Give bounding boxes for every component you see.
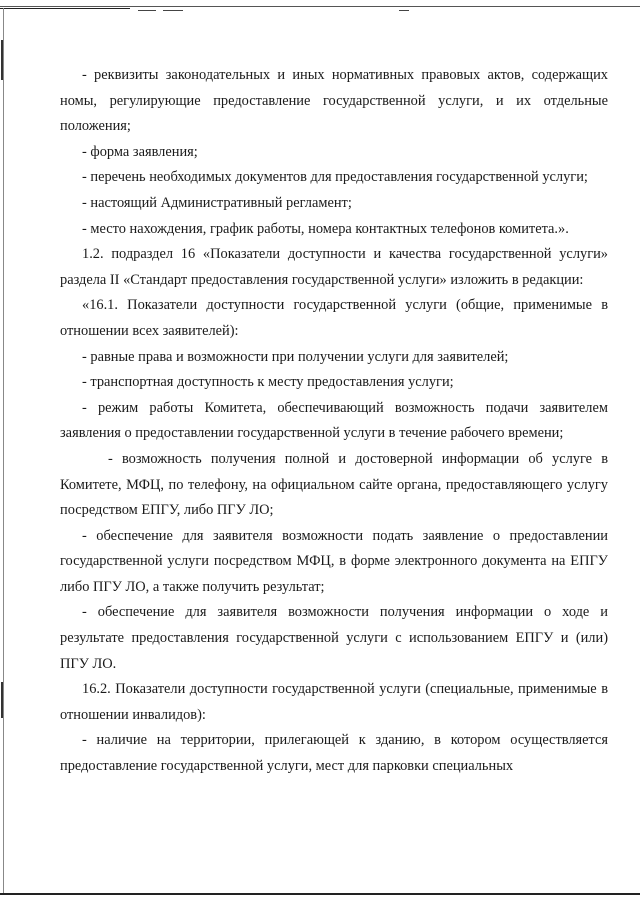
paragraph-section-1-2: 1.2. подраздел 16 «Показатели доступности и качества государственной услуги» раздела II «Стандарт предоставления государственной услуги» изложить в редакции: [60,246,608,288]
scan-edge-top-left [0,0,130,9]
scan-edge-left [3,8,4,893]
paragraph-location: - место нахождения, график работы, номера контактных телефонов комитета.». [82,220,569,237]
paragraph-transport: - транспортная доступность к месту предоставления услуги; [82,374,454,391]
paragraph-status-info: - обеспечение для заявителя возможности получения информации о ходе и результате предоставления государственной услуги с использованием ЕПГУ и (или) ПГУ ЛО. [60,604,608,672]
scan-edge-left-mark [1,40,3,80]
paragraph-regulation: - настоящий Административный регламент; [82,194,352,211]
paragraph-equal-rights: - равные права и возможности при получении услуги для заявителей; [82,348,509,365]
scan-edge-top [0,6,640,7]
paragraph-requisites: - реквизиты законодательных и иных нормативных правовых актов, содержащих номы, регулирующие предоставление государственной услуги, и их отдельные положения; [60,67,608,135]
paragraph-work-schedule: - режим работы Комитета, обеспечивающий возможность подачи заявителем заявления о предоставлении государственной услуги в течение рабочего времени; [60,399,608,442]
document-page [60,63,608,780]
scan-edge-mark [138,10,156,11]
scan-edge-left-mark [1,682,3,718]
paragraph-16-2: 16.2. Показатели доступности государственной услуги (специальные, применимые в отношении инвалидов): [60,681,608,723]
scan-edge-bottom [0,893,640,895]
paragraph-documents-list: - перечень необходимых документов для предоставления государственной услуги; [82,169,588,186]
scan-edge-mark [399,10,409,11]
scan-edge-mark [163,10,183,11]
paragraph-information: - возможность получения полной и достоверной информации об услуге в Комитете, МФЦ, по телефону, на официальном сайте органа, предоставляющего услугу посредством ЕПГУ, либо ПГУ ЛО; [60,450,608,519]
paragraph-submission: - обеспечение для заявителя возможности подать заявление о предоставлении государственной услуги посредством МФЦ, в форме электронного документа на ЕПГУ либо ПГУ ЛО, а также получить результат; [60,527,608,595]
paragraph-16-1: «16.1. Показатели доступности государственной услуги (общие, применимые в отношении всех заявителей): [60,297,608,339]
paragraph-parking: - наличие на территории, прилегающей к зданию, в котором осуществляется предоставление государственной услуги, мест для парковки специальных [60,732,608,775]
paragraph-application-form: - форма заявления; [82,143,198,160]
